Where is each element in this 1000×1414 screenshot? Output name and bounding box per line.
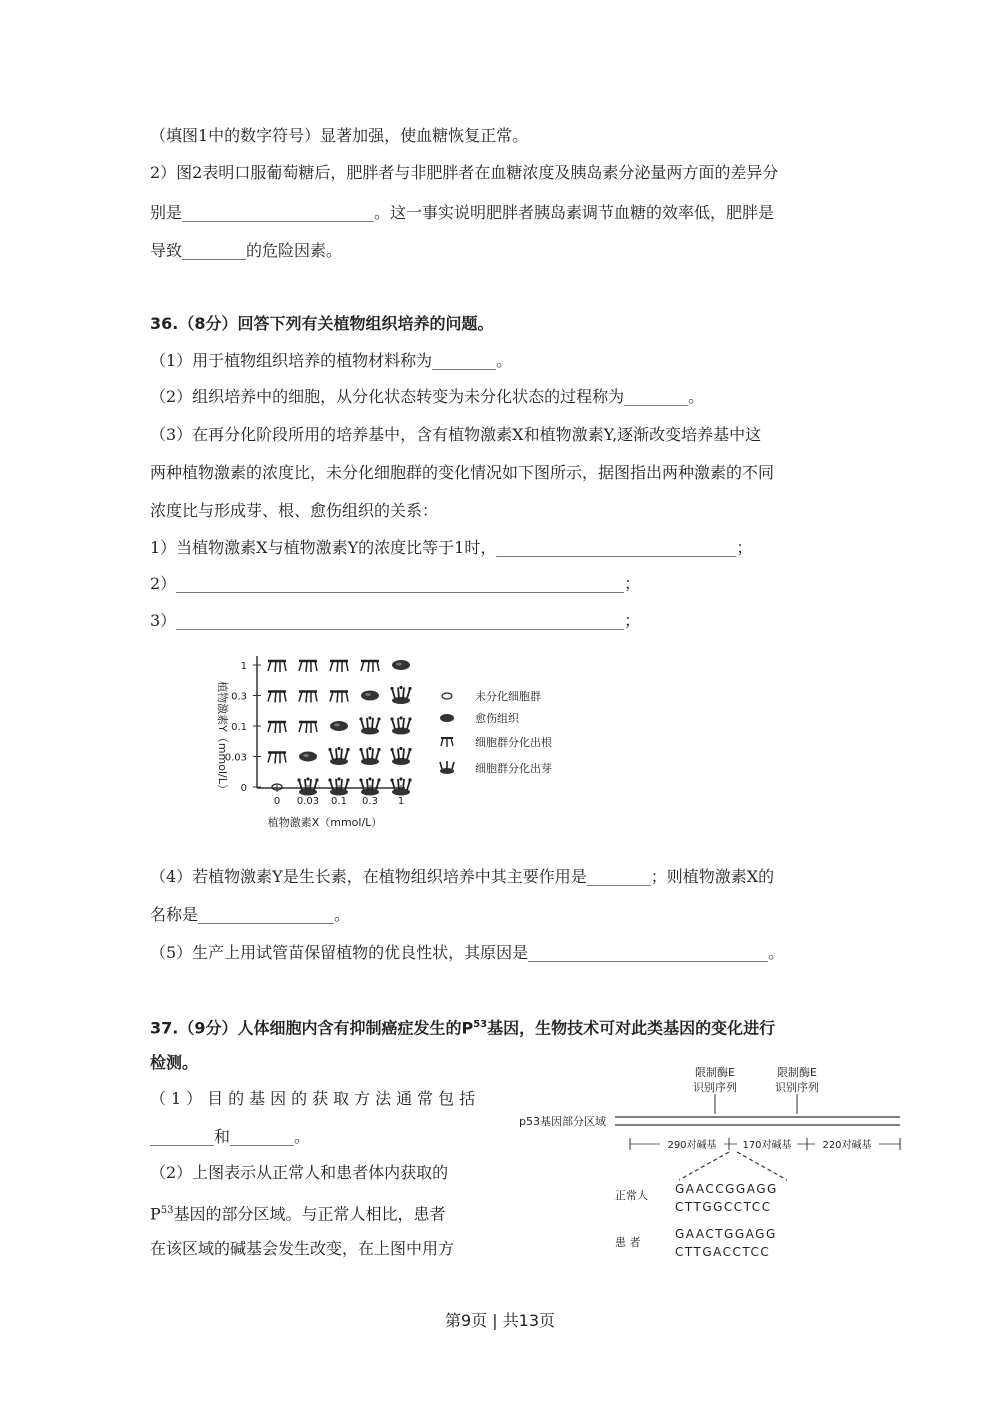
- cell-shoot-icon: [328, 747, 349, 765]
- p53-text: P: [150, 1204, 161, 1224]
- text-line: （2）组织培养中的细胞，从分化状态转变为未分化状态的过程称为________。: [150, 387, 705, 406]
- page-footer: 第9页 | 共13页: [444, 1311, 556, 1330]
- cell-callus-icon: [299, 752, 317, 762]
- y-tick-label: 0: [240, 783, 247, 794]
- cell-shoot-icon: [390, 747, 411, 765]
- text-line: （3）在再分化阶段所用的培养基中，含有植物激素X和植物激素Y,逐渐改变培养基中这: [150, 425, 762, 444]
- text-line: （1）用于植物组织培养的植物材料称为________。: [150, 351, 513, 370]
- legend-label: 细胞群分化出芽: [475, 762, 552, 775]
- superscript: 53: [473, 1019, 488, 1030]
- enzyme-e2-label: 识别序列: [775, 1081, 819, 1094]
- question-36-title: 36.（8分）回答下列有关植物组织培养的问题。: [150, 314, 494, 333]
- normal-seq-top: GAACCGGAGG: [675, 1182, 778, 1196]
- superscript: 53: [160, 1205, 174, 1216]
- cell-root-icon: [268, 722, 286, 733]
- text-line: （1）目的基因的获取方法通常包括: [150, 1089, 481, 1108]
- y-tick-label: 0.3: [231, 691, 247, 703]
- q37-text: 基因，生物技术可对此类基因的变化进行: [487, 1018, 776, 1038]
- legend-label: 细胞群分化出根: [475, 736, 552, 749]
- text-line: 名称是_________________。: [150, 905, 351, 924]
- y-tick-label: 0.1: [231, 722, 247, 733]
- x-tick-label: 0.1: [331, 796, 347, 807]
- enzyme-e-label: 识别序列: [693, 1081, 737, 1094]
- segment-label-3: 220对碱基: [822, 1140, 872, 1151]
- p53-gene-figure: [515, 1062, 915, 1272]
- legend-callus-icon: [440, 714, 454, 722]
- hormone-ratio-figure: [205, 648, 585, 838]
- text-line: （2）上图表示从正常人和患者体内获取的: [150, 1163, 449, 1182]
- cell-root-icon: [361, 661, 379, 672]
- question-37-title-cont: 检测。: [150, 1053, 199, 1072]
- normal-seq-bottom: CTTGGCCTCC: [675, 1200, 772, 1214]
- y-tick-label: 1: [240, 661, 247, 672]
- patient-label: 患 者: [615, 1236, 641, 1249]
- enzyme-e-label: 限制酶E: [695, 1066, 735, 1079]
- text-line: 导致________的危险因素。: [150, 241, 343, 260]
- legend-label: 未分化细胞群: [475, 690, 541, 703]
- text-line: （5）生产上用试管苗保留植物的优良性状，其原因是______________________________。: [150, 943, 785, 962]
- y-axis-label: 植物激素Y（mmol/L）: [216, 681, 229, 795]
- zoom-line: [737, 1152, 787, 1180]
- text-line: （4）若植物激素Y是生长素，在植物组织培养中其主要作用是________；则植物激素X的: [150, 867, 775, 886]
- patient-seq-top: GAACTGGAGG: [675, 1227, 777, 1241]
- text-line: （填图1中的数字符号）显著加强，使血糖恢复正常。: [150, 126, 529, 145]
- text-line: 浓度比与形成芽、根、愈伤组织的关系：: [150, 501, 439, 520]
- cell-callus-icon: [361, 691, 379, 701]
- legend-root-icon: [441, 738, 453, 747]
- cell-root-icon: [330, 692, 348, 703]
- question-37-title: [150, 1014, 775, 1039]
- legend-label: 愈伤组织: [475, 712, 519, 725]
- region-label: p53基因部分区域: [519, 1115, 606, 1128]
- cell-root-icon: [268, 661, 286, 672]
- text-line: 2）图2表明口服葡萄糖后，肥胖者与非肥胖者在血糖浓度及胰岛素分泌量两方面的差异分: [150, 163, 779, 182]
- text-line: ________和________。: [150, 1127, 311, 1146]
- cell-root-icon: [330, 661, 348, 672]
- legend-shoot-icon: [440, 761, 454, 774]
- x-tick-label: 0: [273, 796, 281, 807]
- segment-label-2: 170对碱基: [742, 1140, 792, 1151]
- cell-root-icon: [299, 661, 317, 672]
- cell-root-icon: [268, 753, 286, 764]
- x-tick-label: 0.3: [362, 796, 378, 807]
- legend-undiff-icon: [442, 693, 452, 699]
- patient-seq-bottom: CTTGACCTCC: [675, 1245, 771, 1259]
- cell-shoot-icon: [359, 716, 380, 734]
- text-line: 3）________________________________________________________；: [150, 611, 641, 630]
- x-tick-label: 1: [397, 796, 405, 807]
- enzyme-e2-label: 限制酶E: [777, 1066, 817, 1079]
- text-line: [150, 1200, 446, 1225]
- text-line: 两种植物激素的浓度比，未分化细胞群的变化情况如下图所示，据图指出两种激素的不同: [150, 463, 775, 482]
- cell-shoot-icon: [359, 747, 380, 765]
- cell-callus-icon: [392, 660, 410, 670]
- y-tick-label: 0.03: [224, 752, 247, 764]
- cell-shoot-icon: [390, 686, 411, 704]
- cell-root-icon: [299, 722, 317, 733]
- cell-root-icon: [268, 692, 286, 703]
- text-line: 2）________________________________________________________；: [150, 574, 641, 593]
- normal-label: 正常人: [615, 1189, 648, 1202]
- segment-label-1: 290对碱基: [667, 1140, 717, 1151]
- x-tick-label: 0.03: [296, 796, 320, 807]
- cell-root-icon: [299, 692, 317, 703]
- text-line: 别是________________________。这一事实说明肥胖者胰岛素调节血糖的效率低，肥胖是: [150, 203, 775, 222]
- x-axis-label: 植物激素X（mmol/L）: [267, 816, 383, 829]
- zoom-line: [679, 1152, 729, 1180]
- text-line: 1）当植物激素X与植物激素Y的浓度比等于1时，______________________________；: [150, 538, 753, 557]
- cell-shoot-icon: [390, 716, 411, 734]
- text-line: 在该区域的碱基会发生改变，在上图中用方: [150, 1239, 455, 1258]
- cell-callus-icon: [330, 721, 348, 731]
- p53-text: 基因的部分区域。与正常人相比，患者: [173, 1204, 446, 1224]
- q37-text: 37.（9分）人体细胞内含有抑制癌症发生的P: [150, 1018, 474, 1038]
